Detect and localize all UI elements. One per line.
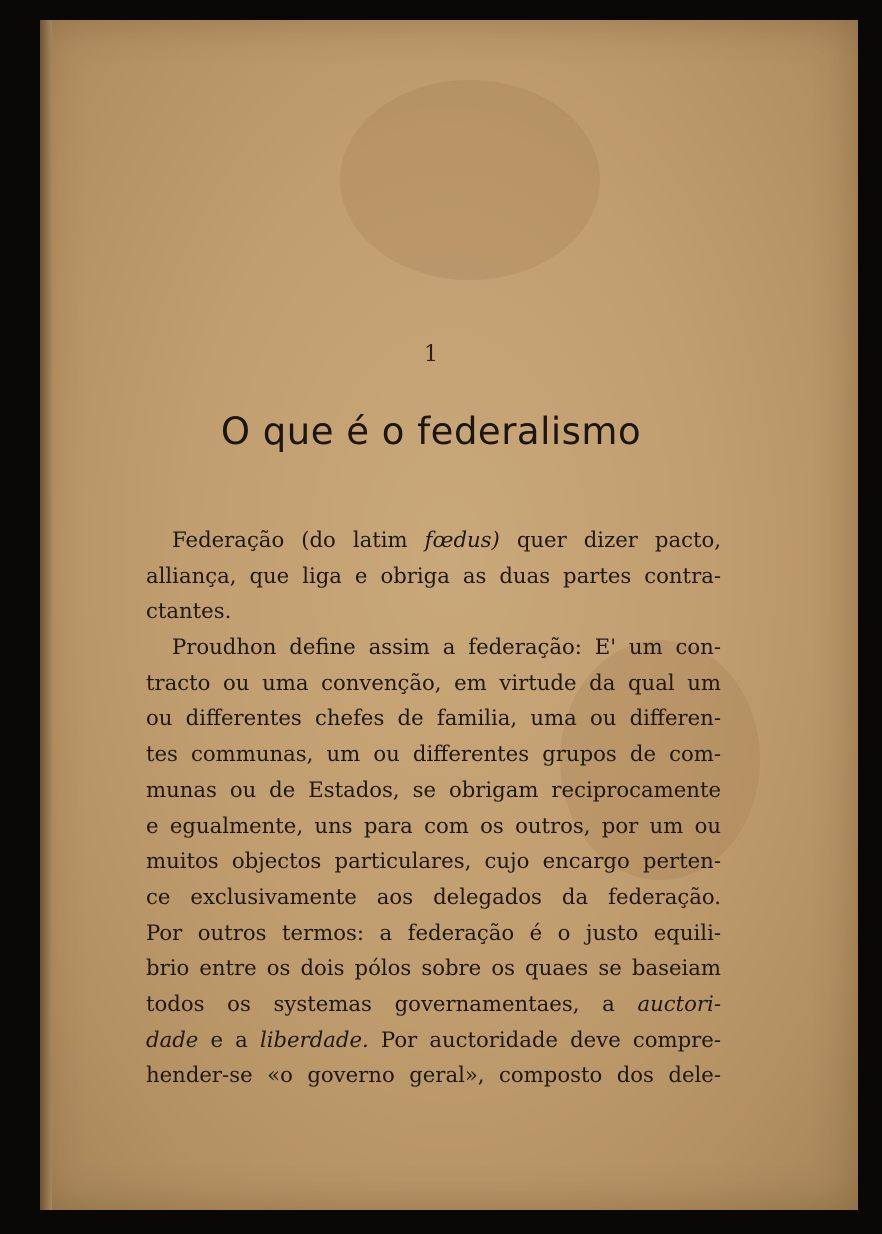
text-segment: e egualmente, uns para com os outros, por um ou <box>146 812 721 838</box>
text-line <box>146 986 721 1022</box>
text-line <box>146 700 721 736</box>
text-segment: tes communas, um ou differentes grupos de com- <box>146 741 721 767</box>
text-line <box>146 879 721 915</box>
text-line <box>146 808 721 844</box>
page-binding-edge <box>40 20 52 1210</box>
text-segment: Por outros termos: a federação é o justo equili- <box>146 919 721 945</box>
text-line <box>146 1057 721 1093</box>
text-line <box>146 558 721 594</box>
text-line <box>146 593 721 629</box>
page-number: 1 <box>424 342 438 367</box>
text-segment: Proudhon define assim a federação: E' um con- <box>172 634 721 660</box>
book-page <box>40 20 858 1210</box>
text-segment: brio entre os dois pólos sobre os quaes se baseiam <box>146 955 721 981</box>
text-segment: ce exclusivamente aos delegados da federação. <box>146 883 721 909</box>
text-line <box>146 665 721 701</box>
text-segment: ctantes. <box>146 598 232 624</box>
text-segment: munas ou de Estados, se obrigam reciprocamente <box>146 776 721 802</box>
text-segment: alliança, que liga e obriga as duas partes contra- <box>146 562 721 588</box>
text-segment: Federação (do latim <box>172 527 425 552</box>
italic-text: liberdade. <box>259 1026 369 1052</box>
text-line <box>146 522 721 558</box>
italic-text: auctori- <box>637 990 721 1016</box>
text-segment: quer dizer pacto, <box>499 527 721 552</box>
text-segment: todos os systemas governamentaes, a <box>146 990 638 1016</box>
text-line <box>146 950 721 986</box>
paper-stain <box>340 80 600 280</box>
text-line <box>146 629 721 665</box>
text-line <box>146 772 721 808</box>
text-line <box>146 915 721 951</box>
text-segment: Por auctoridade deve compre- <box>368 1026 721 1052</box>
body-text <box>146 522 721 1093</box>
text-segment: hender-se «o governo geral», composto dos dele- <box>146 1062 721 1088</box>
text-segment: tracto ou uma convenção, em virtude da qual um <box>146 669 721 695</box>
text-line <box>146 736 721 772</box>
chapter-title: O que é o federalismo <box>220 410 642 453</box>
italic-text: fœdus) <box>424 527 500 552</box>
text-line <box>146 843 721 879</box>
text-segment: e a <box>198 1026 260 1052</box>
text-segment: ou differentes chefes de familia, uma ou differen- <box>146 705 721 731</box>
italic-text: dade <box>146 1026 199 1052</box>
text-line <box>146 1022 721 1058</box>
text-segment: muitos objectos particulares, cujo encargo perten- <box>146 848 721 874</box>
